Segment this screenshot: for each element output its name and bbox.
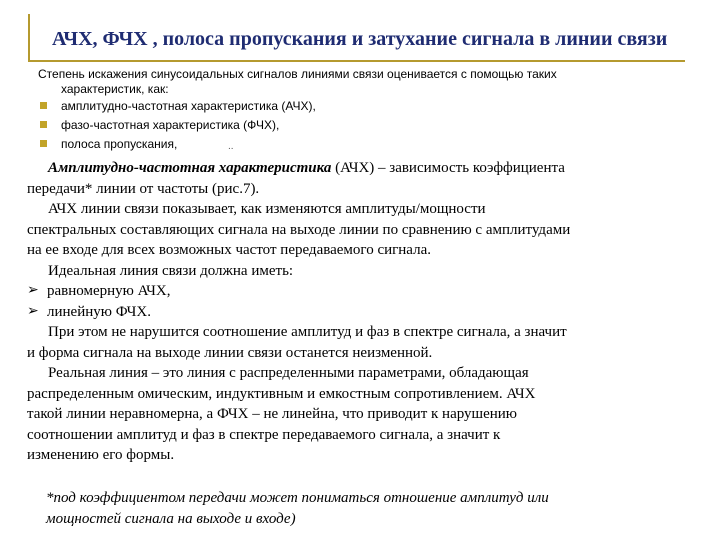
- list-item-label: амплитудно-частотная характеристика (АЧХ),: [61, 99, 316, 113]
- square-bullet-icon: [40, 102, 47, 109]
- paragraph-definition: [27, 158, 687, 179]
- paragraph-line: передачи* линии от частоты (рис.7).: [27, 180, 260, 197]
- paragraph-line: спектральных составляющих сигнала на выходе линии по сравнению с амплитудами: [27, 221, 571, 238]
- square-bullet-icon: [40, 121, 47, 128]
- characteristics-list: [38, 99, 678, 152]
- paragraph-line: Реальная линия – это линия с распределенными параметрами, обладающая: [48, 365, 529, 381]
- paragraph-line: и форма сигнала на выходе линии связи останется неизменной.: [27, 344, 433, 361]
- arrow-right-icon: ➢: [27, 303, 39, 319]
- paragraph-line: на ее входе для всех возможных частот передаваемого сигнала.: [27, 242, 431, 258]
- definition-text: (АЧХ) – зависимость коэффициента: [331, 160, 565, 176]
- trailing-dots: ..: [228, 141, 234, 152]
- paragraph-line: соотношении амплитуд и фаз в спектре передаваемого сигнала, а значит к: [27, 426, 501, 443]
- footnote-line: мощностей сигнала на выходе и входе): [46, 511, 296, 527]
- list-item-label: полоса пропускания,: [61, 137, 178, 151]
- list-item: [38, 118, 678, 133]
- paragraph-line: такой линии неравномерна, а ФЧХ – не линейна, что приводит к нарушению: [27, 406, 517, 422]
- square-bullet-icon: [40, 140, 47, 147]
- paragraph-line: распределенным омическим, индуктивным и емкостным сопротивлением. АЧХ: [27, 385, 536, 402]
- list-item: [38, 99, 678, 114]
- footnote-line: *под коэффициентом передачи может пониматься отношение амплитуд или: [46, 490, 549, 506]
- paragraph-line: АЧХ линии связи показывает, как изменяются амплитуды/мощности: [48, 201, 486, 217]
- footnote: [46, 488, 686, 530]
- intro-lead-cont: характеристик, как:: [61, 82, 169, 96]
- paragraph-line: Идеальная линия связи должна иметь:: [48, 262, 294, 279]
- intro-block: [38, 67, 678, 156]
- requirement-label: равномерную АЧХ,: [47, 283, 171, 299]
- paragraph-line: При этом не нарушится соотношение амплитуд и фаз в спектре сигнала, а значит: [48, 324, 567, 340]
- requirement-label: линейную ФЧХ.: [47, 303, 151, 320]
- slide-title: АЧХ, ФЧХ , полоса пропускания и затухание сигнала в линии связи: [52, 28, 668, 50]
- paragraph-line: изменению его формы.: [27, 447, 175, 463]
- intro-lead: Степень искажения синусоидальных сигналов линиями связи оценивается с помощью таких: [38, 67, 557, 81]
- requirement-item: [27, 281, 687, 302]
- list-item: [38, 137, 678, 152]
- arrow-right-icon: ➢: [27, 283, 39, 298]
- requirement-item: [27, 302, 687, 323]
- main-text: [27, 158, 687, 466]
- term-achx: Амплитудно-частотная характеристика: [48, 160, 332, 176]
- list-item-label: фазо-частотная характеристика (ФЧХ),: [61, 118, 280, 132]
